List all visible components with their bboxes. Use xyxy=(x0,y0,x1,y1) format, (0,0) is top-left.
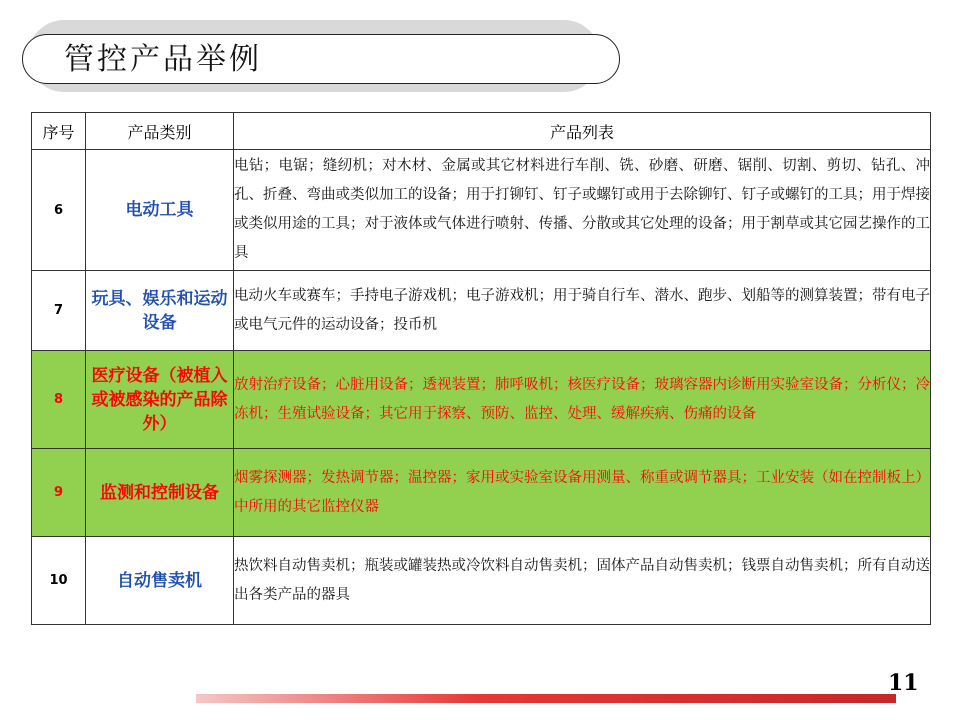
header-list: 产品列表 xyxy=(234,113,931,150)
row-category: 监测和控制设备 xyxy=(86,449,234,537)
footer-accent-bar xyxy=(196,694,896,703)
table-row xyxy=(32,150,931,271)
row-product-list: 电动火车或赛车；手持电子游戏机；电子游戏机；用于骑自行车、潜水、跑步、划船等的测算装置；带有电子或电气元件的运动设备；投币机 xyxy=(234,271,931,351)
row-number: 9 xyxy=(32,449,86,537)
table-row xyxy=(32,537,931,625)
row-category: 玩具、娱乐和运动设备 xyxy=(86,271,234,351)
row-category: 电动工具 xyxy=(86,150,234,271)
product-table xyxy=(31,112,931,625)
row-category: 医疗设备（被植入或被感染的产品除外） xyxy=(86,351,234,449)
row-product-list: 放射治疗设备；心脏用设备；透视装置；肺呼吸机；核医疗设备；玻璃容器内诊断用实验室设备；分析仪；冷冻机；生殖试验设备；其它用于探察、预防、监控、处理、缓解疾病、伤痛的设备 xyxy=(234,351,931,449)
row-number: 7 xyxy=(32,271,86,351)
header-category: 产品类别 xyxy=(86,113,234,150)
page-number: 11 xyxy=(888,670,919,696)
table-row xyxy=(32,271,931,351)
table-row xyxy=(32,351,931,449)
table-row xyxy=(32,449,931,537)
row-product-list: 烟雾探测器；发热调节器；温控器；家用或实验室设备用测量、称重或调节器具；工业安装（如在控制板上）中所用的其它监控仪器 xyxy=(234,449,931,537)
row-product-list: 热饮料自动售卖机；瓶装或罐装热或冷饮料自动售卖机；固体产品自动售卖机；钱票自动售卖机；所有自动送出各类产品的器具 xyxy=(234,537,931,625)
row-number: 8 xyxy=(32,351,86,449)
row-category: 自动售卖机 xyxy=(86,537,234,625)
row-product-list: 电钻；电锯；缝纫机；对木材、金属或其它材料进行车削、铣、砂磨、研磨、锯削、切割、剪切、钻孔、冲孔、折叠、弯曲或类似加工的设备；用于打铆钉、钉子或螺钉或用于去除铆钉、钉子或螺钉的工具；用于焊接或类似用途的工具；对于液体或气体进行喷射、传播、分散或其它处理的设备；用于割草或其它园艺操作的工具 xyxy=(234,150,931,271)
row-number: 10 xyxy=(32,537,86,625)
header-no: 序号 xyxy=(32,113,86,150)
table-header-row xyxy=(32,113,931,150)
page-title: 管控产品举例 xyxy=(64,42,262,77)
row-number: 6 xyxy=(32,150,86,271)
